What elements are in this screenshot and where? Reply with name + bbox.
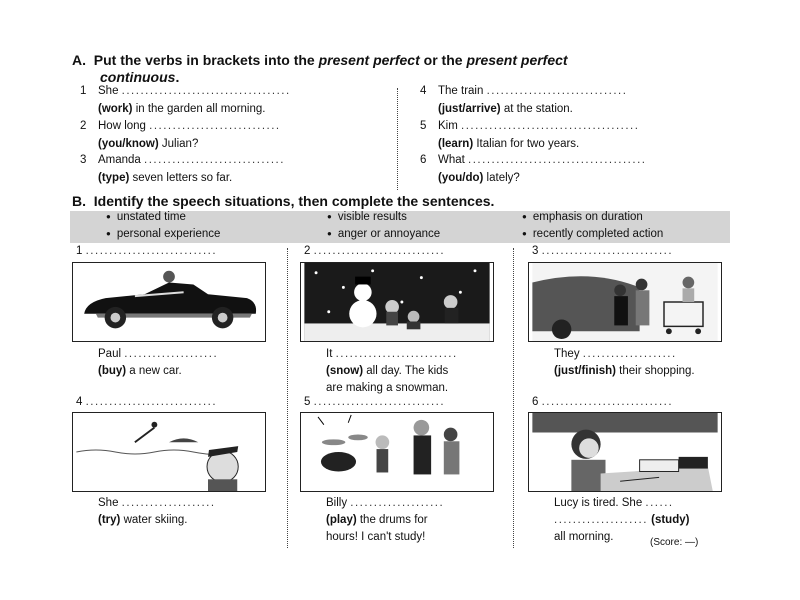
answer-dots: ...................................... [461, 120, 640, 132]
caption-line-3 [326, 382, 448, 394]
item-subject: Kim [438, 120, 458, 132]
caption-verb-cue: (just/finish) [554, 365, 616, 377]
item-number [420, 154, 426, 166]
answer-dots: .................... [124, 348, 219, 360]
answer-dots: ............................ [85, 396, 218, 408]
item-number-text: 6 [420, 154, 427, 166]
caption-verb-cue: (study) [651, 514, 690, 526]
item-line-1 [98, 85, 291, 97]
picture-number-text: 4 [76, 396, 83, 408]
caption-line-1 [98, 497, 216, 509]
situation-bullet [522, 211, 643, 223]
answer-dots: ............................ [541, 245, 674, 257]
situation-bullet [327, 211, 407, 223]
item-number-text: 2 [80, 120, 87, 132]
item-subject: The train [438, 85, 484, 97]
answer-dots: .................... [554, 514, 648, 526]
picture-number [76, 396, 217, 408]
answer-dots: ............................ [313, 396, 446, 408]
caption-rest: water skiing. [120, 514, 188, 526]
situation-text: unstated time [116, 211, 186, 223]
caption-line-2 [98, 365, 182, 377]
item-number-text: 1 [80, 85, 87, 97]
section-a-letter: A. [72, 52, 86, 68]
caption-extra: are making a snowman. [326, 382, 449, 394]
item-subject: Amanda [98, 154, 141, 166]
caption-line-1 [326, 348, 458, 360]
scene-illustration [73, 413, 265, 491]
picture-divider-1 [287, 248, 288, 548]
caption-rest: the drums for [356, 514, 428, 526]
caption-verb-cue: (play) [326, 514, 357, 526]
picture-number [76, 245, 217, 257]
caption-rest: all day. The kids [363, 365, 449, 377]
caption-line-2 [326, 365, 448, 377]
answer-dots: ............................ [541, 396, 674, 408]
item-subject: How long [98, 120, 146, 132]
caption-subject: It [326, 348, 333, 360]
picture-drums [300, 412, 494, 492]
answer-dots: .................... [350, 497, 445, 509]
item-line-2 [438, 138, 579, 150]
picture-shopping [528, 262, 722, 342]
picture-snow [300, 262, 494, 342]
caption-line-2 [554, 514, 689, 526]
item-rest: seven letters so far. [129, 172, 233, 184]
caption-subject: Lucy is tired. She [554, 497, 643, 509]
answer-dots: .................................... [121, 85, 291, 97]
answer-dots: .............................. [144, 154, 285, 166]
item-number [420, 85, 426, 97]
item-number-text: 5 [420, 120, 427, 132]
item-line-2 [98, 103, 265, 115]
answer-dots: .......................... [335, 348, 458, 360]
item-rest: Julian? [158, 138, 199, 150]
picture-number [532, 245, 673, 257]
situation-text: visible results [337, 211, 407, 223]
picture-number-text: 3 [532, 245, 539, 257]
picture-study [528, 412, 722, 492]
situation-bullet [106, 211, 186, 223]
item-subject: She [98, 85, 119, 97]
picture-number-text: 5 [304, 396, 311, 408]
picture-number-text: 6 [532, 396, 539, 408]
caption-line-1 [326, 497, 444, 509]
item-verb-cue: (just/arrive) [438, 103, 501, 115]
item-verb-cue: (you/do) [438, 172, 484, 184]
situation-bullet [522, 228, 663, 240]
answer-dots: .............................. [486, 85, 628, 97]
item-line-1 [98, 120, 281, 132]
item-line-1 [438, 120, 639, 132]
section-b-heading: B. Identify the speech situations, then complete the sentences. [72, 193, 495, 209]
answer-dots: .................... [582, 348, 677, 360]
picture-car [72, 262, 266, 342]
item-rest: Italian for two years. [473, 138, 580, 150]
caption-subject: Paul [98, 348, 122, 360]
picture-skiing [72, 412, 266, 492]
caption-line-2 [98, 514, 187, 526]
score-label: (Score: —) [650, 537, 699, 548]
column-divider [397, 88, 398, 190]
section-b-letter: B. [72, 193, 86, 209]
item-line-2 [98, 138, 198, 150]
answer-dots: .................... [121, 497, 216, 509]
item-line-2 [438, 172, 520, 184]
caption-rest: their shopping. [615, 365, 695, 377]
item-rest: in the garden all morning. [132, 103, 266, 115]
picture-number-text: 1 [76, 245, 83, 257]
caption-rest: a new car. [126, 365, 182, 377]
caption-line-2 [554, 365, 695, 377]
answer-dots: ............................ [149, 120, 281, 132]
scene-illustration [73, 263, 265, 341]
scene-illustration [529, 263, 721, 341]
item-verb-cue: (you/know) [98, 138, 159, 150]
situation-bullet [327, 228, 440, 240]
caption-line-3 [326, 531, 425, 543]
caption-line-1 [98, 348, 218, 360]
picture-number [532, 396, 673, 408]
answer-dots: ...................................... [468, 154, 647, 166]
item-number [420, 120, 426, 132]
caption-subject: Billy [326, 497, 348, 509]
item-verb-cue: (learn) [438, 138, 474, 150]
answer-dots: ...... [645, 497, 674, 509]
answer-dots: ............................ [313, 245, 446, 257]
picture-divider-2 [513, 248, 514, 548]
item-line-1 [438, 85, 627, 97]
section-a-heading: A. Put the verbs in brackets into the present perfect or the present perfect [72, 52, 568, 68]
item-number-text: 4 [420, 85, 427, 97]
answer-dots: ............................ [85, 245, 218, 257]
caption-line-1 [554, 497, 674, 509]
caption-subject: They [554, 348, 580, 360]
caption-subject: She [98, 497, 119, 509]
caption-verb-cue: (snow) [326, 365, 364, 377]
caption-line-3 [554, 531, 613, 543]
caption-extra: all morning. [554, 531, 614, 543]
item-number-text: 3 [80, 154, 87, 166]
situation-text: personal experience [116, 228, 221, 240]
scene-illustration [529, 413, 721, 491]
item-rest: at the station. [500, 103, 573, 115]
situation-bullet [106, 228, 220, 240]
item-line-2 [98, 172, 232, 184]
picture-number-text: 2 [304, 245, 311, 257]
caption-line-1 [554, 348, 677, 360]
situation-text: recently completed action [532, 228, 664, 240]
item-subject: What [438, 154, 465, 166]
item-number [80, 85, 86, 97]
caption-extra: hours! I can't study! [326, 531, 426, 543]
section-a-heading-cont: continuous. [100, 69, 180, 85]
scene-illustration [301, 263, 493, 341]
item-line-1 [438, 154, 646, 166]
item-number [80, 154, 86, 166]
item-line-2 [438, 103, 573, 115]
scene-illustration [301, 413, 493, 491]
situation-text: anger or annoyance [337, 228, 441, 240]
item-rest: lately? [483, 172, 520, 184]
picture-number [304, 245, 445, 257]
caption-verb-cue: (try) [98, 514, 121, 526]
caption-line-2 [326, 514, 428, 526]
item-verb-cue: (type) [98, 172, 130, 184]
caption-verb-cue: (buy) [98, 365, 127, 377]
item-verb-cue: (work) [98, 103, 133, 115]
item-line-1 [98, 154, 285, 166]
situation-text: emphasis on duration [532, 211, 643, 223]
item-number [80, 120, 86, 132]
picture-number [304, 396, 445, 408]
